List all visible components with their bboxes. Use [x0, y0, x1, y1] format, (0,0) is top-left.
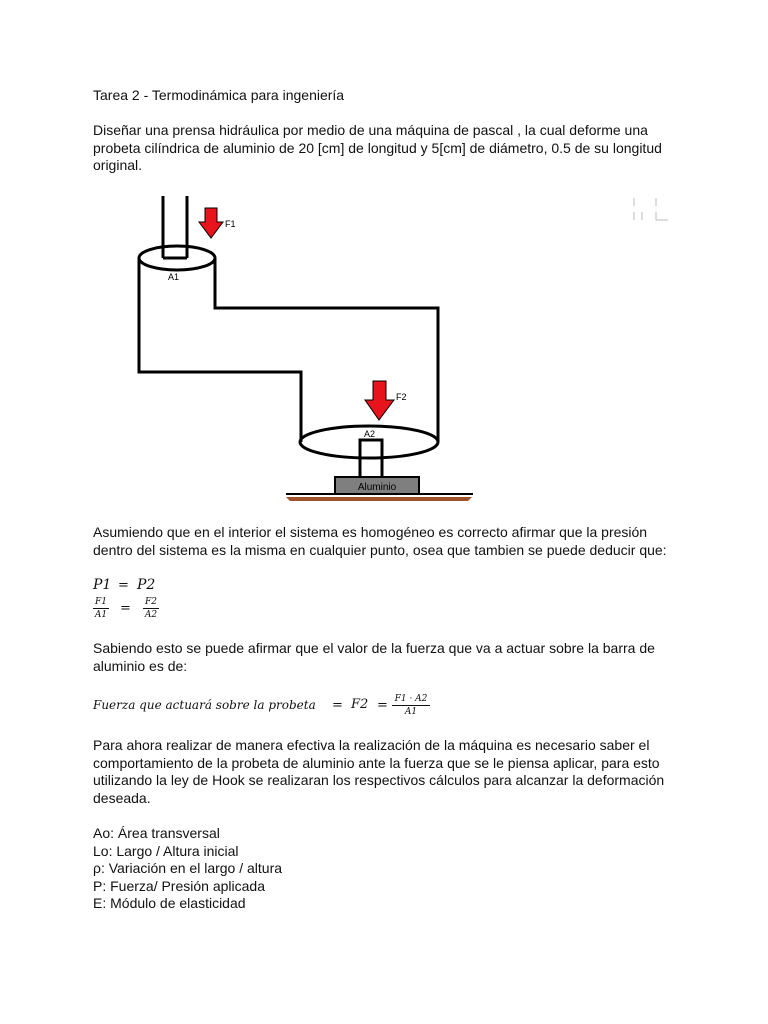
problem-statement: Diseñar una prensa hidráulica por medio de una máquina de pascal , la cual deforme una probeta cilíndrica de aluminio de 20 [cm] de longitud y 5[cm] de diámetro, 0.5 de su longitud original.	[93, 122, 662, 174]
hydraulic-press-diagram	[128, 192, 488, 508]
eq1-right: P2	[137, 577, 156, 593]
a1-label: A1	[168, 272, 180, 282]
definitions-list	[93, 825, 683, 913]
definition-item: Lo: Largo / Altura inicial	[93, 842, 239, 859]
definition-item: ρ: Variación en el largo / altura	[93, 860, 283, 877]
paragraph-hook-law: Para ahora realizar de manera efectiva la realización de la máquina es necesario saber el comportamiento de la probeta de aluminio ante la fuerza que se le piensa aplicar, para esto utilizando la ley de Hook se realizaran los respectivos cálculos para alcanzar la deformación deseada.	[93, 737, 665, 806]
eq2-den-right: A2	[144, 610, 158, 620]
eq1-left: P1	[93, 577, 112, 593]
eq3-mid: F2	[351, 697, 369, 712]
eq3-lhs: Fuerza que actuará sobre la probeta	[93, 698, 316, 712]
definition-item: Ao: Área transversal	[93, 825, 220, 841]
eq2-num-right: F2	[145, 597, 157, 607]
definition-item: E: Módulo de elasticidad	[93, 895, 246, 912]
aluminum-label: Aluminio	[357, 482, 397, 493]
eq2-num-left: F1	[95, 597, 107, 607]
container-right-wall	[215, 258, 438, 442]
document-title: Tarea 2 - Termodinámica para ingeniería	[93, 87, 345, 103]
paragraph-force: Sabiendo esto se puede afirmar que el valor de la fuerza que va a actuar sobre la barra de aluminio es de:	[93, 640, 655, 674]
small-piston-rod	[163, 196, 187, 258]
container-left-wall	[139, 258, 301, 442]
eq3-operator-1: =	[332, 698, 343, 713]
eq3-denominator: A1	[404, 707, 418, 717]
force-arrow-f2	[365, 381, 394, 420]
paragraph-homogeneous: Asumiendo que en el interior el sistema es homogéneo es correcto afirmar que la presión dentro del sistema es la misma en cualquier punto, osea que tambien se puede deducir que:	[93, 524, 667, 558]
definition-item: P: Fuerza/ Presión aplicada	[93, 877, 265, 894]
a2-label: A2	[364, 429, 376, 439]
eq1-operator: =	[118, 578, 129, 593]
eq3-fraction	[392, 694, 430, 717]
ground-shadow	[286, 497, 472, 501]
f1-label: F1	[225, 219, 236, 229]
eq3-numerator: F1 · A2	[394, 694, 428, 704]
eq2-operator: =	[120, 601, 131, 616]
eq3-operator-2: =	[377, 698, 388, 713]
f2-label: F2	[396, 392, 407, 402]
scan-artifact-marks	[630, 196, 672, 224]
eq2-fraction-right	[143, 597, 159, 620]
force-arrow-f1	[199, 208, 223, 238]
eq2-den-left: A1	[94, 610, 108, 620]
eq2-fraction-left	[93, 597, 109, 620]
